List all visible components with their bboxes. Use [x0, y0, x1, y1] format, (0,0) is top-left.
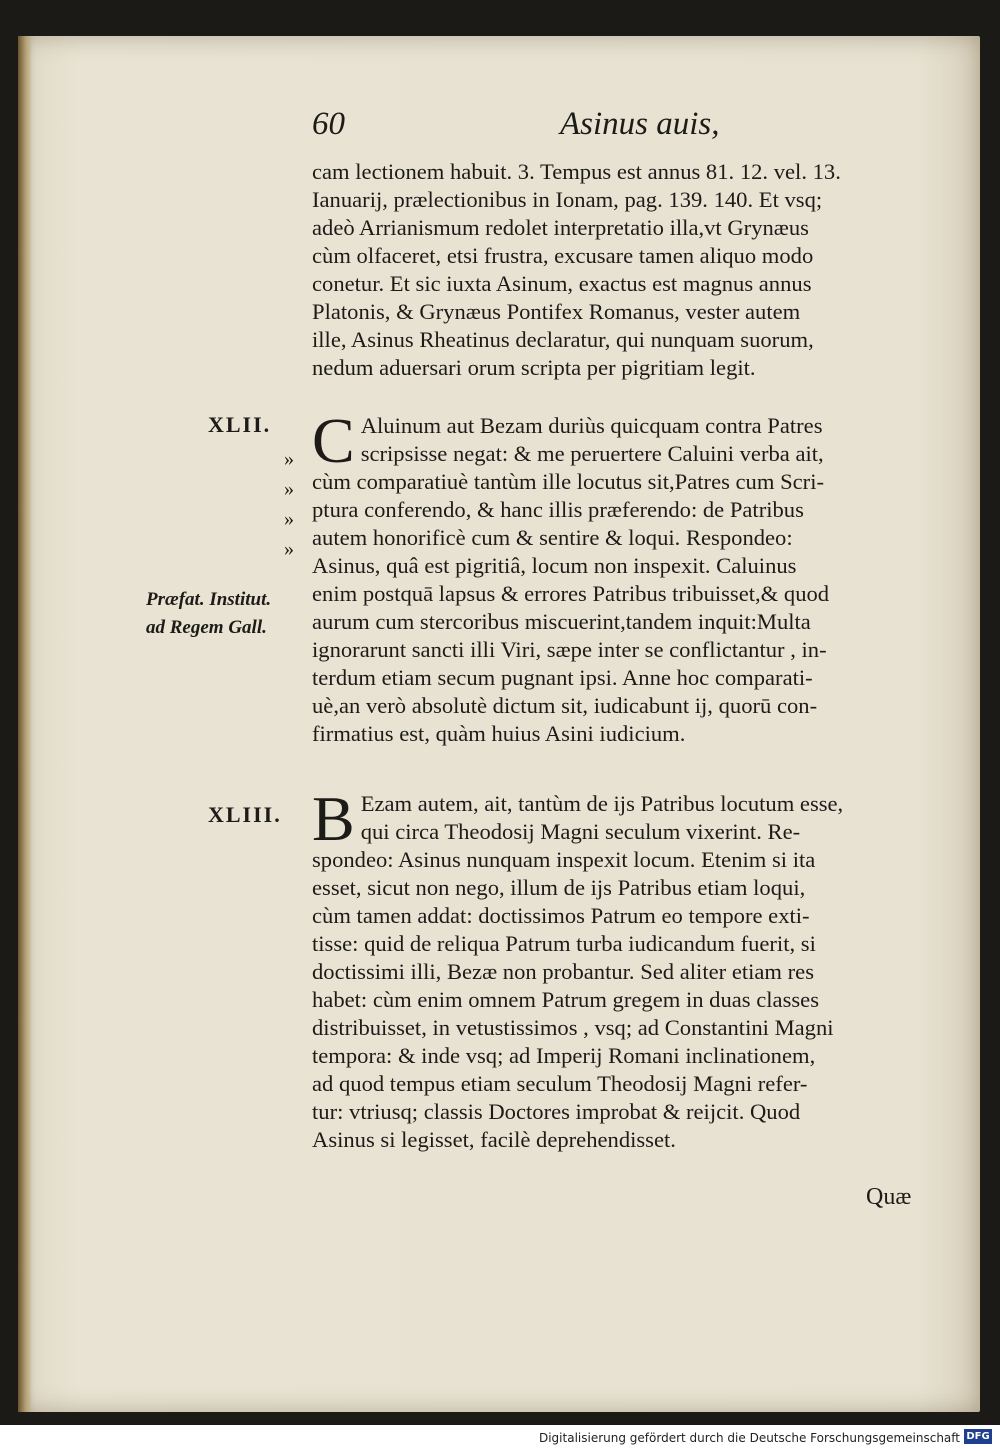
text-line: Asinus si legisset, facilè deprehendisset.: [312, 1127, 676, 1152]
running-title: Asinus auis,: [560, 106, 720, 142]
drop-capital: C: [312, 405, 355, 476]
text-line: ignorarunt sancti illi Viri, sæpe inter se conflictantur , in-: [312, 637, 827, 662]
section-number-42: XLII.: [208, 412, 272, 437]
quote-mark: »: [284, 448, 294, 470]
text-line: cùm olfaceret, etsi frustra, excusare tamen aliquo modo: [312, 243, 814, 268]
text-line: Ianuarij, prælectionibus in Ionam, pag. 139. 140. Et vsq;: [312, 187, 823, 212]
text-line: autem honorificè cum & sentire & loqui. Respondeo:: [312, 525, 793, 550]
text-line: terdum etiam secum pugnant ipsi. Anne hoc comparati-: [312, 665, 813, 690]
text-line: firmatius est, quàm huius Asini iudicium.: [312, 721, 686, 746]
text-line: conetur. Et sic iuxta Asinum, exactus est magnus annus: [312, 271, 812, 296]
dfg-logo: DFG: [964, 1429, 992, 1444]
section-number-43: XLIII.: [208, 802, 282, 827]
section-43-paragraph: [312, 783, 942, 1154]
text-line: tempora: & inde vsq; ad Imperij Romani inclinationem,: [312, 1043, 816, 1068]
text-line: Asinus, quâ est pigritiâ, locum non inspexit. Caluinus: [312, 553, 797, 578]
quote-mark: »: [284, 508, 294, 530]
text-line: distribuisset, in vetustissimos , vsq; ad Constantini Magni: [312, 1015, 834, 1040]
text-line: aurum cum stercoribus miscuerint,tandem inquit:Multa: [312, 609, 811, 634]
text-line: adeò Arrianismum redolet interpretatio illa,vt Grynæus: [312, 215, 809, 240]
paragraph-continued: [312, 158, 942, 382]
text-line: ptura conferendo, & hanc illis præferendo: de Patribus: [312, 497, 804, 522]
quotation-marks: [284, 444, 294, 564]
drop-capital: B: [312, 783, 355, 854]
margin-note-line: ad Regem Gall.: [146, 617, 267, 638]
text-line: cam lectionem habuit. 3. Tempus est annus 81. 12. vel. 13.: [312, 159, 841, 184]
text-line: nedum aduersari orum scripta per pigritiam legit.: [312, 355, 756, 380]
text-line: doctissimi illi, Bezæ non probantur. Sed aliter etiam res: [312, 959, 814, 984]
margin-note: [146, 586, 271, 642]
text-line: enim postquā lapsus & errores Patribus tribuisset,& quod: [312, 581, 830, 606]
text-line: tisse: quid de reliqua Patrum turba iudicandum fuerit, si: [312, 931, 816, 956]
text-line: Platonis, & Grynæus Pontifex Romanus, vester autem: [312, 299, 801, 324]
page-number: 60: [312, 106, 345, 142]
margin-note-line: Præfat. Institut.: [146, 589, 272, 610]
text-line: Aluinum aut Bezam duriùs quicquam contra Patres: [360, 413, 823, 438]
text-line: qui circa Theodosij Magni seculum vixerint. Re-: [360, 819, 801, 844]
text-line: esset, sicut non nego, illum de ijs Patribus etiam loqui,: [312, 875, 806, 900]
text-line: spondeo: Asinus nunquam inspexit locum. Etenim si ita: [312, 847, 816, 872]
text-line: uè,an verò absolutè dictum sit, iudicabunt ij, quorū con-: [312, 693, 818, 718]
text-line: scripsisse negat: & me peruertere Caluini verba ait,: [360, 441, 824, 466]
quote-mark: »: [284, 538, 294, 560]
text-line: tur: vtriusq; classis Doctores improbat & reijcit. Quod: [312, 1099, 801, 1124]
text-line: cùm tamen addat: doctissimos Patrum eo tempore exti-: [312, 903, 810, 928]
text-line: Ezam autem, ait, tantùm de ijs Patribus locutum esse,: [360, 791, 844, 816]
section-42-paragraph: [312, 405, 942, 748]
text-line: ad quod tempus etiam seculum Theodosij Magni refer-: [312, 1071, 808, 1096]
funding-credit: Digitalisierung gefördert durch die Deutsche Forschungsgemeinschaft: [538, 1431, 960, 1445]
text-line: habet: cùm enim omnem Patrum gregem in duas classes: [312, 987, 819, 1012]
footer-bar: [0, 1425, 1000, 1449]
text-line: cùm comparatiuè tantùm ille locutus sit,Patres cum Scri-: [312, 469, 824, 494]
text-line: ille, Asinus Rheatinus declaratur, qui nunquam suorum,: [312, 327, 814, 352]
quote-mark: »: [284, 478, 294, 500]
catchword: Quæ: [866, 1184, 912, 1210]
